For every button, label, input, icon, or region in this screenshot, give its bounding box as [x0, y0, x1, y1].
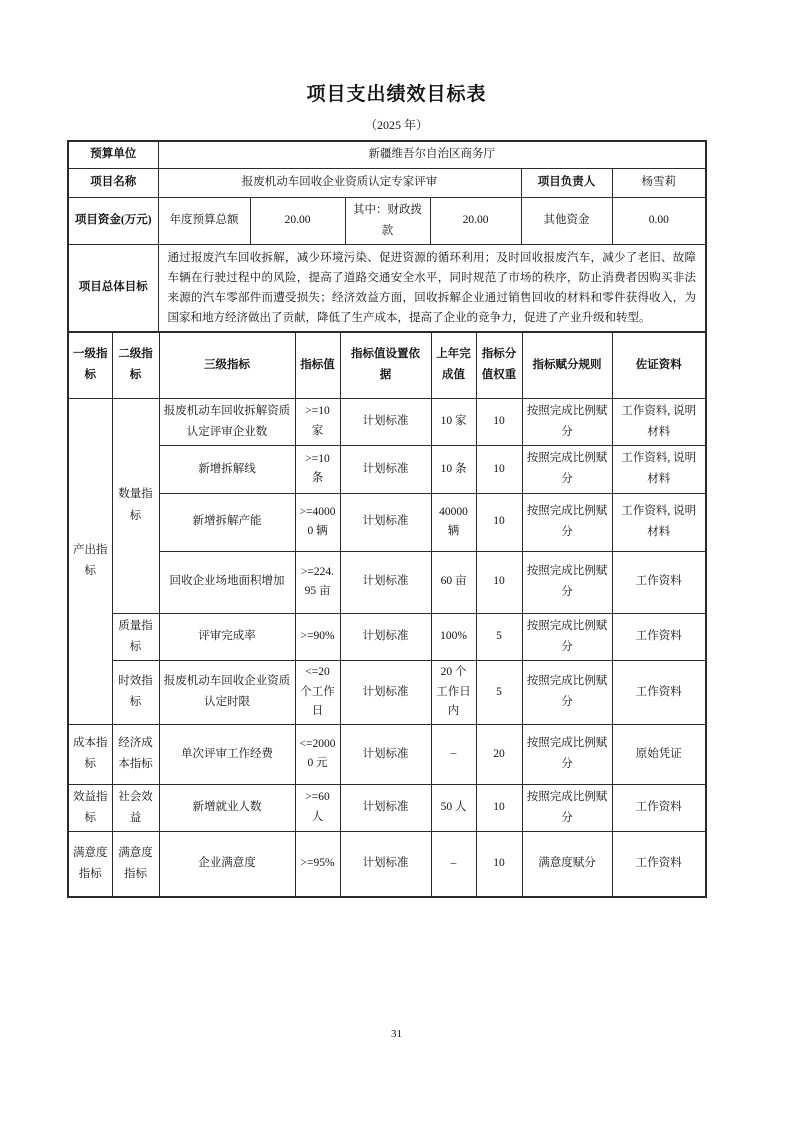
level3-cell: 新增就业人数 — [159, 784, 295, 832]
basis-cell: 计划标准 — [340, 832, 431, 897]
header-level1: 一级指标 — [68, 332, 112, 398]
value-cell: <=20 个工作日 — [295, 661, 340, 725]
level3-cell: 新增拆解线 — [159, 446, 295, 494]
rule-cell: 按照完成比例赋分 — [522, 493, 612, 551]
level1-cell: 满意度指标 — [68, 832, 112, 897]
indicator-table — [67, 331, 707, 898]
annual-budget-label: 年度预算总额 — [158, 197, 250, 245]
other-funds-label: 其他资金 — [521, 197, 612, 245]
indicator-header-row — [68, 332, 706, 398]
weight-cell: 10 — [476, 551, 522, 613]
weight-cell: 5 — [476, 613, 522, 661]
project-leader-label: 项目负责人 — [521, 168, 612, 197]
project-info-table — [67, 140, 707, 333]
weight-cell: 10 — [476, 832, 522, 897]
evidence-cell: 工作资料 — [612, 784, 706, 832]
level1-cell: 成本指标 — [68, 724, 112, 784]
prev-cell: 50 人 — [431, 784, 476, 832]
overall-goal-row — [68, 245, 706, 333]
evidence-cell: 原始凭证 — [612, 724, 706, 784]
header-level3: 三级指标 — [159, 332, 295, 398]
weight-cell: 5 — [476, 661, 522, 725]
value-cell: >=95% — [295, 832, 340, 897]
level2-cell: 经济成本指标 — [112, 724, 159, 784]
table-row — [68, 661, 706, 725]
value-cell: >=10 条 — [295, 446, 340, 494]
level1-cell: 产出指标 — [68, 398, 112, 724]
prev-cell: – — [431, 724, 476, 784]
rule-cell: 按照完成比例赋分 — [522, 446, 612, 494]
value-cell: <=20000 元 — [295, 724, 340, 784]
basis-cell: 计划标准 — [340, 446, 431, 494]
evidence-cell: 工作资料 — [612, 613, 706, 661]
fiscal-allocation-value: 20.00 — [430, 197, 521, 245]
weight-cell: 10 — [476, 398, 522, 446]
basis-cell: 计划标准 — [340, 551, 431, 613]
level2-cell: 数量指标 — [112, 398, 159, 613]
table-row — [68, 551, 706, 613]
level3-cell: 报废机动车回收企业资质认定时限 — [159, 661, 295, 725]
value-cell: >=224.95 亩 — [295, 551, 340, 613]
evidence-cell: 工作资料, 说明材料 — [612, 398, 706, 446]
table-row — [68, 613, 706, 661]
weight-cell: 10 — [476, 493, 522, 551]
page-subtitle: （2025 年） — [364, 118, 428, 132]
level3-cell: 单次评审工作经费 — [159, 724, 295, 784]
prev-cell: 10 条 — [431, 446, 476, 494]
table-row — [68, 493, 706, 551]
evidence-cell: 工作资料, 说明材料 — [612, 493, 706, 551]
rule-cell: 按照完成比例赋分 — [522, 661, 612, 725]
value-cell: >=60 人 — [295, 784, 340, 832]
prev-cell: 40000 辆 — [431, 493, 476, 551]
basis-cell: 计划标准 — [340, 398, 431, 446]
weight-cell: 10 — [476, 784, 522, 832]
page-title: 项目支出绩效目标表 — [306, 84, 487, 105]
level2-cell: 质量指标 — [112, 613, 159, 661]
evidence-cell: 工作资料 — [612, 661, 706, 725]
evidence-cell: 工作资料 — [612, 832, 706, 897]
value-cell: >=40000 辆 — [295, 493, 340, 551]
budget-unit-label: 预算单位 — [68, 141, 158, 168]
basis-cell: 计划标准 — [340, 784, 431, 832]
annual-budget-value: 20.00 — [250, 197, 345, 245]
basis-cell: 计划标准 — [340, 661, 431, 725]
evidence-cell: 工作资料, 说明材料 — [612, 446, 706, 494]
project-funds-row — [68, 197, 706, 245]
value-cell: >=90% — [295, 613, 340, 661]
tables-container — [67, 140, 706, 898]
prev-cell: 10 家 — [431, 398, 476, 446]
rule-cell: 按照完成比例赋分 — [522, 784, 612, 832]
evidence-cell: 工作资料 — [612, 551, 706, 613]
level3-cell: 企业满意度 — [159, 832, 295, 897]
basis-cell: 计划标准 — [340, 493, 431, 551]
header-weight: 指标分值权重 — [476, 332, 522, 398]
prev-cell: 20 个工作日内 — [431, 661, 476, 725]
table-row — [68, 784, 706, 832]
level1-cell: 效益指标 — [68, 784, 112, 832]
rule-cell: 按照完成比例赋分 — [522, 398, 612, 446]
overall-goal-label: 项目总体目标 — [68, 245, 158, 333]
header-rule: 指标赋分规则 — [522, 332, 612, 398]
table-row — [68, 398, 706, 446]
prev-cell: 100% — [431, 613, 476, 661]
project-funds-label: 项目资金(万元) — [68, 197, 158, 245]
budget-unit-value: 新疆维吾尔自治区商务厅 — [158, 141, 706, 168]
header-value: 指标值 — [295, 332, 340, 398]
fiscal-allocation-label: 其中：财政拨款 — [345, 197, 430, 245]
budget-unit-row — [68, 141, 706, 168]
header-basis: 指标值设置依据 — [340, 332, 431, 398]
table-row — [68, 724, 706, 784]
prev-cell: 60 亩 — [431, 551, 476, 613]
project-name-row — [68, 168, 706, 197]
basis-cell: 计划标准 — [340, 724, 431, 784]
level3-cell: 报废机动车回收拆解资质认定评审企业数 — [159, 398, 295, 446]
weight-cell: 10 — [476, 446, 522, 494]
table-row — [68, 832, 706, 897]
level3-cell: 回收企业场地面积增加 — [159, 551, 295, 613]
rule-cell: 按照完成比例赋分 — [522, 724, 612, 784]
page-number: 31 — [391, 1028, 402, 1040]
project-leader-value: 杨雪莉 — [612, 168, 706, 197]
level2-cell: 时效指标 — [112, 661, 159, 725]
level2-cell: 社会效益 — [112, 784, 159, 832]
project-name-value: 报废机动车回收企业资质认定专家评审 — [158, 168, 521, 197]
rule-cell: 按照完成比例赋分 — [522, 551, 612, 613]
header-prev: 上年完成值 — [431, 332, 476, 398]
header-level2: 二级指标 — [112, 332, 159, 398]
overall-goal-text: 通过报废汽车回收拆解，减少环境污染、促进资源的循环利用；及时回收报废汽车，减少了老旧、故障车辆在行驶过程中的风险，提高了道路交通安全水平，同时规范了市场的秩序，防止消费者因购买非法来源的汽车零部件而遭受损失；经济效益方面，回收拆解企业通过销售回收的材料和零件获得收入，为国家和地方经济做出了贡献，降低了生产成本，提高了企业的竞争力，促进了产业升级和转型。 — [158, 245, 706, 333]
other-funds-value: 0.00 — [612, 197, 706, 245]
level2-cell: 满意度指标 — [112, 832, 159, 897]
value-cell: >=10 家 — [295, 398, 340, 446]
header-evidence: 佐证资料 — [612, 332, 706, 398]
level3-cell: 新增拆解产能 — [159, 493, 295, 551]
prev-cell: – — [431, 832, 476, 897]
rule-cell: 按照完成比例赋分 — [522, 613, 612, 661]
project-name-label: 项目名称 — [68, 168, 158, 197]
rule-cell: 满意度赋分 — [522, 832, 612, 897]
weight-cell: 20 — [476, 724, 522, 784]
table-row — [68, 446, 706, 494]
level3-cell: 评审完成率 — [159, 613, 295, 661]
basis-cell: 计划标准 — [340, 613, 431, 661]
